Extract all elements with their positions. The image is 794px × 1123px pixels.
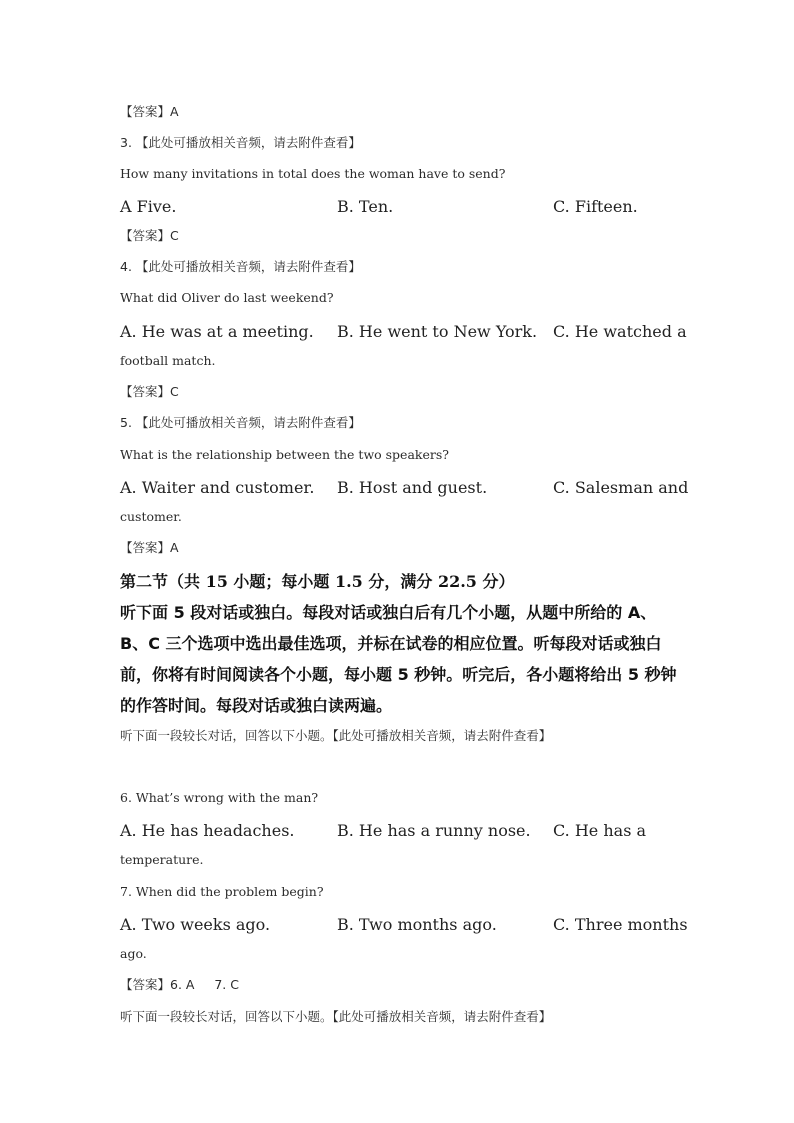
answer-q2: 【答案】A	[120, 104, 179, 119]
q4-options	[0, 322, 794, 341]
q6-option-a: A. He has headaches.	[120, 821, 295, 840]
listen-instruction-2: 听下面一段较长对话，回答以下小题。【此处可播放相关音频，请去附件查看】	[120, 1009, 552, 1024]
q5-question: What is the relationship between the two speakers?	[120, 447, 449, 462]
answer-q5: 【答案】A	[120, 540, 179, 555]
q4-option-c: C. He watched a	[553, 322, 687, 341]
q5-option-a: A. Waiter and customer.	[120, 478, 315, 497]
q4-option-c-continued: football match.	[120, 353, 216, 368]
q7-option-c-continued: ago.	[120, 946, 147, 961]
q6-option-b: B. He has a runny nose.	[337, 821, 531, 840]
q5-options	[0, 478, 794, 497]
q4-label: 4. 【此处可播放相关音频，请去附件查看】	[120, 259, 361, 274]
q4-option-b: B. He went to New York.	[337, 322, 538, 341]
q4-option-a: A. He was at a meeting.	[120, 322, 314, 341]
q7-option-a: A. Two weeks ago.	[120, 915, 271, 934]
section-2-title: 第二节（共 15 小题；每小题 1.5 分，满分 22.5 分）	[120, 572, 515, 591]
q5-option-c: C. Salesman and	[553, 478, 689, 497]
q6-question: 6. What’s wrong with the man?	[120, 790, 319, 805]
q6-option-c-continued: temperature.	[120, 852, 204, 867]
q3-label: 3. 【此处可播放相关音频，请去附件查看】	[120, 135, 361, 150]
answer-q6-q7: 【答案】6. A 7. C	[120, 977, 239, 992]
listen-instruction-1: 听下面一段较长对话，回答以下小题。【此处可播放相关音频，请去附件查看】	[120, 728, 552, 743]
q3-option-c: C. Fifteen.	[553, 197, 638, 216]
section-2-instructions: 听下面 5 段对话或独白。每段对话或独白后有几个小题，从题中所给的 A、B、C 三个选项中选出最佳选项，并标在试卷的相应位置。听每段对话或独白前，你将有时间阅读各个小题，每小题 5 秒钟。听完后，各小题将给出 5 秒钟的作答时间。每段对话或独白读两遍。	[120, 603, 677, 715]
q5-option-b: B. Host and guest.	[337, 478, 488, 497]
q7-option-c: C. Three months	[553, 915, 688, 934]
q6-option-c: C. He has a	[553, 821, 647, 840]
answer-q3: 【答案】C	[120, 228, 179, 243]
q3-options	[0, 197, 794, 216]
q7-options	[0, 915, 794, 934]
q7-question: 7. When did the problem begin?	[120, 884, 324, 899]
q3-question: How many invitations in total does the woman have to send?	[120, 166, 506, 181]
q5-label: 5. 【此处可播放相关音频，请去附件查看】	[120, 415, 361, 430]
q5-option-c-continued: customer.	[120, 509, 182, 524]
q4-question: What did Oliver do last weekend?	[120, 290, 334, 305]
q7-option-b: B. Two months ago.	[337, 915, 497, 934]
q6-options	[0, 821, 794, 840]
q3-option-b: B. Ten.	[337, 197, 394, 216]
q3-option-a: A Five.	[120, 197, 177, 216]
answer-q4: 【答案】C	[120, 384, 179, 399]
